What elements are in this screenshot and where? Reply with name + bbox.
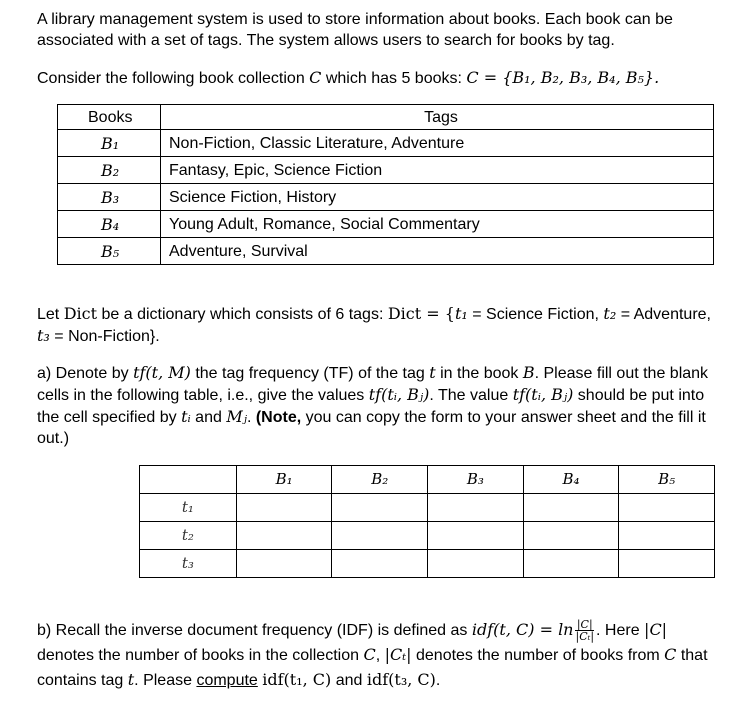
tag-symbol: t [429,363,436,382]
table-row [58,130,714,157]
collection-size-symbol: |C| [644,620,668,639]
collection-text: Consider the following book collection [37,70,310,87]
part-b-text: , [375,647,385,664]
part-b-text: . Please [134,672,197,689]
dict-t2: t₂ [603,304,617,323]
part-a-text: in the book [435,365,523,382]
tags-cell: Science Fiction, History [161,184,714,211]
compute-word: compute [196,672,258,689]
tf-blank-cell [523,494,619,522]
books-table-header-row [58,105,714,130]
book-cell: B₂ [58,157,161,184]
part-b-text: denotes the number of books in the collection [37,647,364,664]
dict-paragraph [37,303,727,347]
dict-eq: Dict = { [387,304,455,323]
tf-blank-cell [428,522,524,550]
collection-symbol: C [309,68,322,87]
tf-row-header: t₁ [140,494,237,522]
tf-blank-cell [332,522,428,550]
part-a-text: and [190,409,227,426]
part-a-text: . Please fill out the blank cells in the following table, i.e., give the values [37,365,709,404]
tf-blank-cell [619,522,715,550]
part-a-text: should be put into the cell specified by [37,387,705,426]
tf-blank-cell [523,550,619,578]
tf-row-header: t₂ [140,522,237,550]
collection-symbol: C [664,645,677,664]
book-symbol: B [522,363,535,382]
mj-symbol: Mⱼ [226,407,247,426]
part-b-paragraph [37,618,727,693]
part-b-text: b) Recall the inverse document frequency (IDF) is defined as [37,622,472,639]
dict-t2-value: = Adventure, [616,306,711,323]
part-b-text: denotes the number of books from [411,647,665,664]
book-cell: B₁ [58,130,161,157]
table-row [140,494,715,522]
tags-header: Tags [161,105,714,130]
tf-blank-cell [236,522,332,550]
tf-row-header: t₃ [140,550,237,578]
tf-table-header-row [140,466,715,494]
tf-col-header: B₄ [523,466,619,494]
note-label: (Note, [255,409,302,426]
collection-mid-text: which has 5 books: [321,70,467,87]
part-b-text: that contains tag [37,647,708,689]
dict-t3: t₃ [37,326,50,345]
idf-formula: idf(t, C) = ln [471,620,574,639]
book-cell: B₄ [58,211,161,238]
tf-blank-cell [332,550,428,578]
collection-paragraph [37,67,727,89]
tf-col-header: B₁ [236,466,332,494]
idf-fraction [575,619,594,642]
dict-name: Dict [63,304,98,323]
tf-blank-cell [428,494,524,522]
part-a-text: the tag frequency (TF) of the tag [190,365,430,382]
part-a-paragraph [37,362,727,449]
part-a-text: you can copy the form to your answer sheet and the fill it out.) [37,409,706,447]
idf-denominator: |Cₜ| [575,630,595,644]
tf-blank-cell [619,494,715,522]
dict-mid-text: be a dictionary which consists of 6 tags: [97,306,388,323]
part-b-text: . [435,672,441,689]
collection-formula: C = {B₁, B₂, B₃, B₄, B₅}. [466,68,660,87]
tf-value-formula: tf(tᵢ, Bⱼ) [512,385,574,404]
dict-pre-text: Let [37,306,64,323]
idf-t3-formula: idf(t₃, C) [366,670,436,689]
intro-paragraph [37,9,727,51]
tf-col-header: B₃ [428,466,524,494]
part-a-text: . [246,409,256,426]
idf-t1-formula: idf(t₁, C) [262,670,332,689]
tf-blank-cell [619,550,715,578]
table-row [58,184,714,211]
table-row [140,550,715,578]
tf-col-header: B₅ [619,466,715,494]
dict-t1: t₁ [454,304,468,323]
table-row [58,157,714,184]
tf-blank-cell [523,522,619,550]
tf-fill-table [139,465,715,578]
books-tags-table [57,104,714,265]
part-a-text: . The value [429,387,513,404]
ti-symbol: tᵢ [181,407,191,426]
table-row [140,522,715,550]
tf-values-formula: tf(tᵢ, Bⱼ) [368,385,430,404]
collection-symbol: C [363,645,376,664]
dict-t3-value: = Non-Fiction}. [49,328,160,345]
tags-cell: Young Adult, Romance, Social Commentary [161,211,714,238]
tf-corner-cell [140,466,237,494]
part-b-text: and [331,672,367,689]
table-row [58,211,714,238]
tf-formula: tf(t, M) [133,363,191,382]
books-header: Books [58,105,161,130]
book-cell: B₅ [58,238,161,265]
part-a-text: a) Denote by [37,365,134,382]
tf-blank-cell [428,550,524,578]
dict-t1-value: = Science Fiction, [467,306,604,323]
intro-text: A library management system is used to store information about books. Each book can be associated with a set of tags. The system allows users to search for books by tag. [37,11,673,49]
table-row [58,238,714,265]
tf-col-header: B₂ [332,466,428,494]
tf-blank-cell [332,494,428,522]
tf-blank-cell [236,494,332,522]
part-b-text: . Here [596,622,645,639]
tags-cell: Non-Fiction, Classic Literature, Adventure [161,130,714,157]
tags-cell: Fantasy, Epic, Science Fiction [161,157,714,184]
tag-symbol: t [127,670,135,689]
idf-numerator: |C| [576,618,593,632]
book-cell: B₃ [58,184,161,211]
tags-cell: Adventure, Survival [161,238,714,265]
tf-blank-cell [236,550,332,578]
tag-count-symbol: |Cₜ| [384,645,412,664]
